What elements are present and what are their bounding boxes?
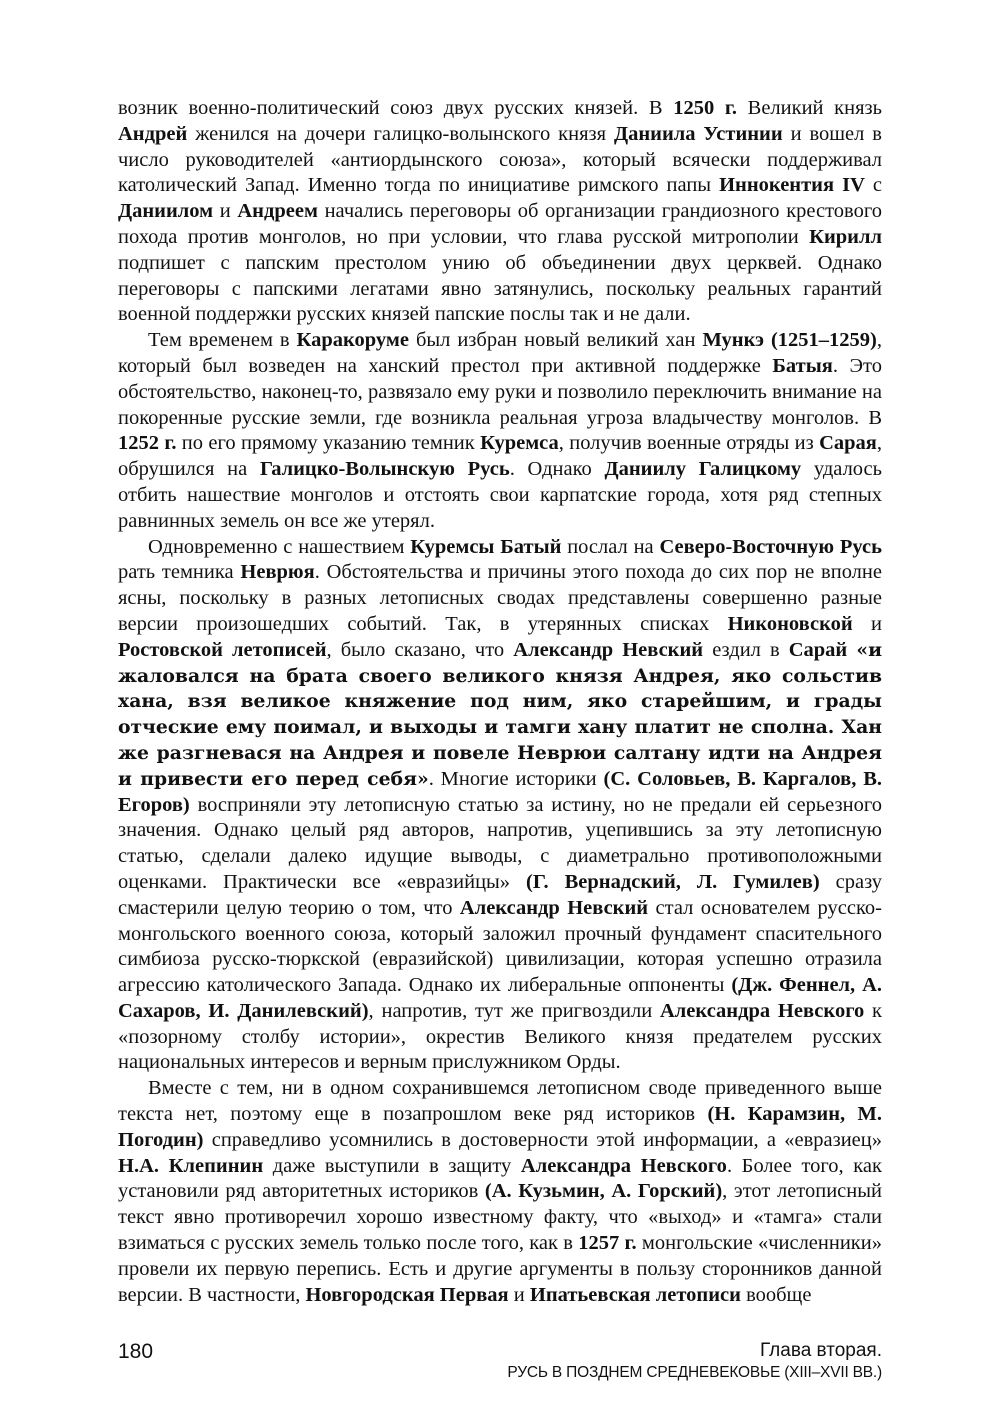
text-run: Великий князь — [736, 97, 882, 119]
text-run: по его прямому указанию темник — [176, 432, 481, 455]
bold-term: Никоновской — [727, 612, 853, 635]
bold-term: (Дж. Феннел, А. Сахаров, И. Данилевский) — [118, 974, 882, 1022]
bold-term: Даниилу Галицкому — [604, 458, 802, 481]
text-run: и — [213, 200, 238, 223]
text-run: к «позорному столбу истории», окрестив Великого князя предателем русских национальных интересов и верным прислужником Орды. — [118, 999, 882, 1074]
bold-term: Куремсы Батый — [410, 535, 562, 558]
text-run: . Это обстоятельство, наконец-то, развязало ему руки и позволило переключить внимание на покоренные русские земли, где возникла реальная угроза владычеству монголов. В — [118, 354, 882, 429]
text-run: Вместе с тем, ни в одном сохранившемся летописном своде приведенного выше текста нет, поэтому еще в позапрошлом веке ряд историков — [118, 1077, 882, 1126]
bold-term: 1257 г. — [578, 1232, 637, 1255]
bold-term: Новгородская Первая — [305, 1283, 509, 1306]
bold-term: Ипатьевская летописи — [529, 1283, 741, 1306]
chronicle-quote: «и жаловался на брата своего великого князя Андрея, яко сольстив хана, взя великое княжение под ним, яко старейшим, и грады отческие ему поимал, и выходы и тамги хану платит не сполна. Хан же разгневася на Андрея и повеле Неврюи салтану идти на Андрея и привести его перед себя» — [118, 638, 882, 790]
bold-term: Андреем — [237, 200, 318, 223]
text-run: монгольские «численники» провели их первую перепись. Есть и другие аргументы в пользу сторонников данной версии. В частности, — [118, 1232, 882, 1306]
chapter-title: Глава вторая. — [759, 1340, 882, 1361]
text-run: и — [852, 612, 882, 635]
text-run: возник военно-политический союз двух русских князей. В — [118, 97, 674, 119]
text-run: справедливо усомнились в достоверности этой информации, а «евразиец» — [203, 1128, 882, 1151]
text-run — [847, 639, 856, 661]
bold-term: Каракоруме — [296, 329, 409, 352]
bold-term: Неврюя — [240, 561, 315, 584]
text-run: рать темника — [118, 561, 241, 584]
bold-term: Александра Невского — [660, 999, 865, 1022]
text-run: Тем временем в — [148, 329, 297, 352]
paragraph — [118, 535, 882, 1077]
text-run: , получив военные отряды из — [558, 432, 820, 455]
bold-term: Кирилл — [809, 225, 882, 248]
text-run: стал основателем русско-монгольского военного союза, который заложил прочный фундамент спасительного симбиоза русско-тюркской (евразийской) цивилизации, которая успешно отразила агрессию католического Запада. Однако их либеральные оппоненты — [118, 896, 882, 997]
text-run: , обрушился на — [118, 432, 882, 481]
text-run: удалось отбить нашествие монголов и отстоять свои карпатские города, хотя ряд степных равнинных земель он все же утерял. — [118, 458, 882, 532]
text-run: . Однако — [509, 458, 605, 481]
text-run: ездил в — [703, 638, 789, 661]
chapter-subtitle: РУСЬ В ПОЗДНЕМ СРЕДНЕВЕКОВЬЕ (XIII–XVII ВВ.) — [507, 1364, 882, 1381]
text-run: , этот летописный текст явно противоречил хорошо известному факту, что «выход» и «тамга» стали взиматься с русских земель только после того, как в — [118, 1180, 882, 1255]
text-run: , напротив, тут же пригвоздили — [368, 999, 660, 1022]
bold-term: Иннокентия IV — [719, 174, 865, 197]
page-footer — [118, 1336, 882, 1406]
paragraph — [118, 328, 882, 534]
text-run: вообще — [740, 1283, 812, 1306]
bold-term: (С. Соловьев, В. Каргалов, В. Егоров) — [118, 767, 882, 816]
text-run: женился на дочери галицко-волынского князя — [187, 122, 614, 145]
text-run: , который был возведен на ханский престол при активной поддержке — [118, 329, 882, 377]
text-run: с — [864, 174, 882, 197]
bold-term: Александр Невский — [459, 896, 649, 919]
text-run: подпишет с папским престолом унию об объединении двух церквей. Однако переговоры с папскими легатами явно затянулись, поскольку реальных гарантий военной поддержки русских князей папские послы так и не дали. — [118, 251, 882, 326]
text-run: сразу смастерили целую теорию о том, что — [118, 870, 882, 919]
bold-term: Андрей — [118, 122, 188, 145]
bold-term: 1250 г. — [673, 97, 737, 119]
paragraph — [118, 1076, 882, 1308]
bold-term: Северо-Восточную Русь — [659, 535, 882, 558]
bold-term: Ростовской летописей — [118, 638, 327, 661]
bold-term: (А. Кузьмин, А. Горский) — [484, 1180, 723, 1203]
text-run: и — [508, 1283, 530, 1306]
bold-term: Батыя — [772, 354, 833, 377]
bold-term: (Н. Карамзин, М. Погодин) — [118, 1103, 882, 1151]
bold-term: (Г. Вернадский, Л. Гумилев) — [526, 870, 820, 893]
text-run: даже выступили в защиту — [263, 1154, 521, 1177]
text-run: . Более того, как установили ряд авторитетных историков — [118, 1154, 882, 1203]
text-run: и вошел в число руководителей «антиордынского союза», который всячески поддерживал католический Запад. Именно тогда по инициативе римского папы — [118, 122, 882, 197]
text-run: . Многие историки — [428, 767, 604, 790]
paragraph — [118, 96, 882, 328]
bold-term: Галицко-Волынскую Русь — [259, 458, 510, 481]
text-run: восприняли эту летописную статью за истину, но не предали ей серьезного значения. Однако целый ряд авторов, напротив, уцепившись за эту летописную статью, сделали далеко идущие выводы, с диаметрально противоположными оценками. Практически все «евразийцы» — [118, 793, 882, 893]
bold-term: 1252 г. — [118, 432, 177, 455]
bold-term: Даниилом — [118, 200, 214, 223]
bold-term: Александр Невский — [513, 638, 704, 661]
bold-term: Н.А. Клепинин — [118, 1154, 264, 1177]
bold-term: Сарай — [788, 638, 848, 661]
text-run: Одновременно с нашествием — [148, 535, 411, 558]
text-run: , было сказано, что — [326, 638, 514, 661]
page-body — [118, 96, 882, 1326]
main-text — [118, 96, 882, 1308]
text-run: начались переговоры об организации грандиозного крестового похода против монголов, но при условии, что глава русской митрополии — [118, 200, 882, 248]
bold-term: Мункэ (1251–1259) — [702, 329, 877, 352]
text-run: . Обстоятельства и причины этого похода до сих пор не вполне ясны, поскольку в разных летописных сводах представлены совершенно разные версии произошедших событий. Так, в утерянных списках — [118, 561, 882, 635]
running-header — [507, 1340, 882, 1384]
text-run: был избран новый великий хан — [408, 329, 703, 352]
bold-term: Куремса — [480, 432, 559, 455]
bold-term: Сарая — [819, 432, 877, 455]
bold-term: Даниила Устинии — [613, 122, 783, 145]
page-number: 180 — [118, 1340, 154, 1363]
text-run: послал на — [561, 535, 660, 558]
bold-term: Александра Невского — [520, 1154, 727, 1177]
